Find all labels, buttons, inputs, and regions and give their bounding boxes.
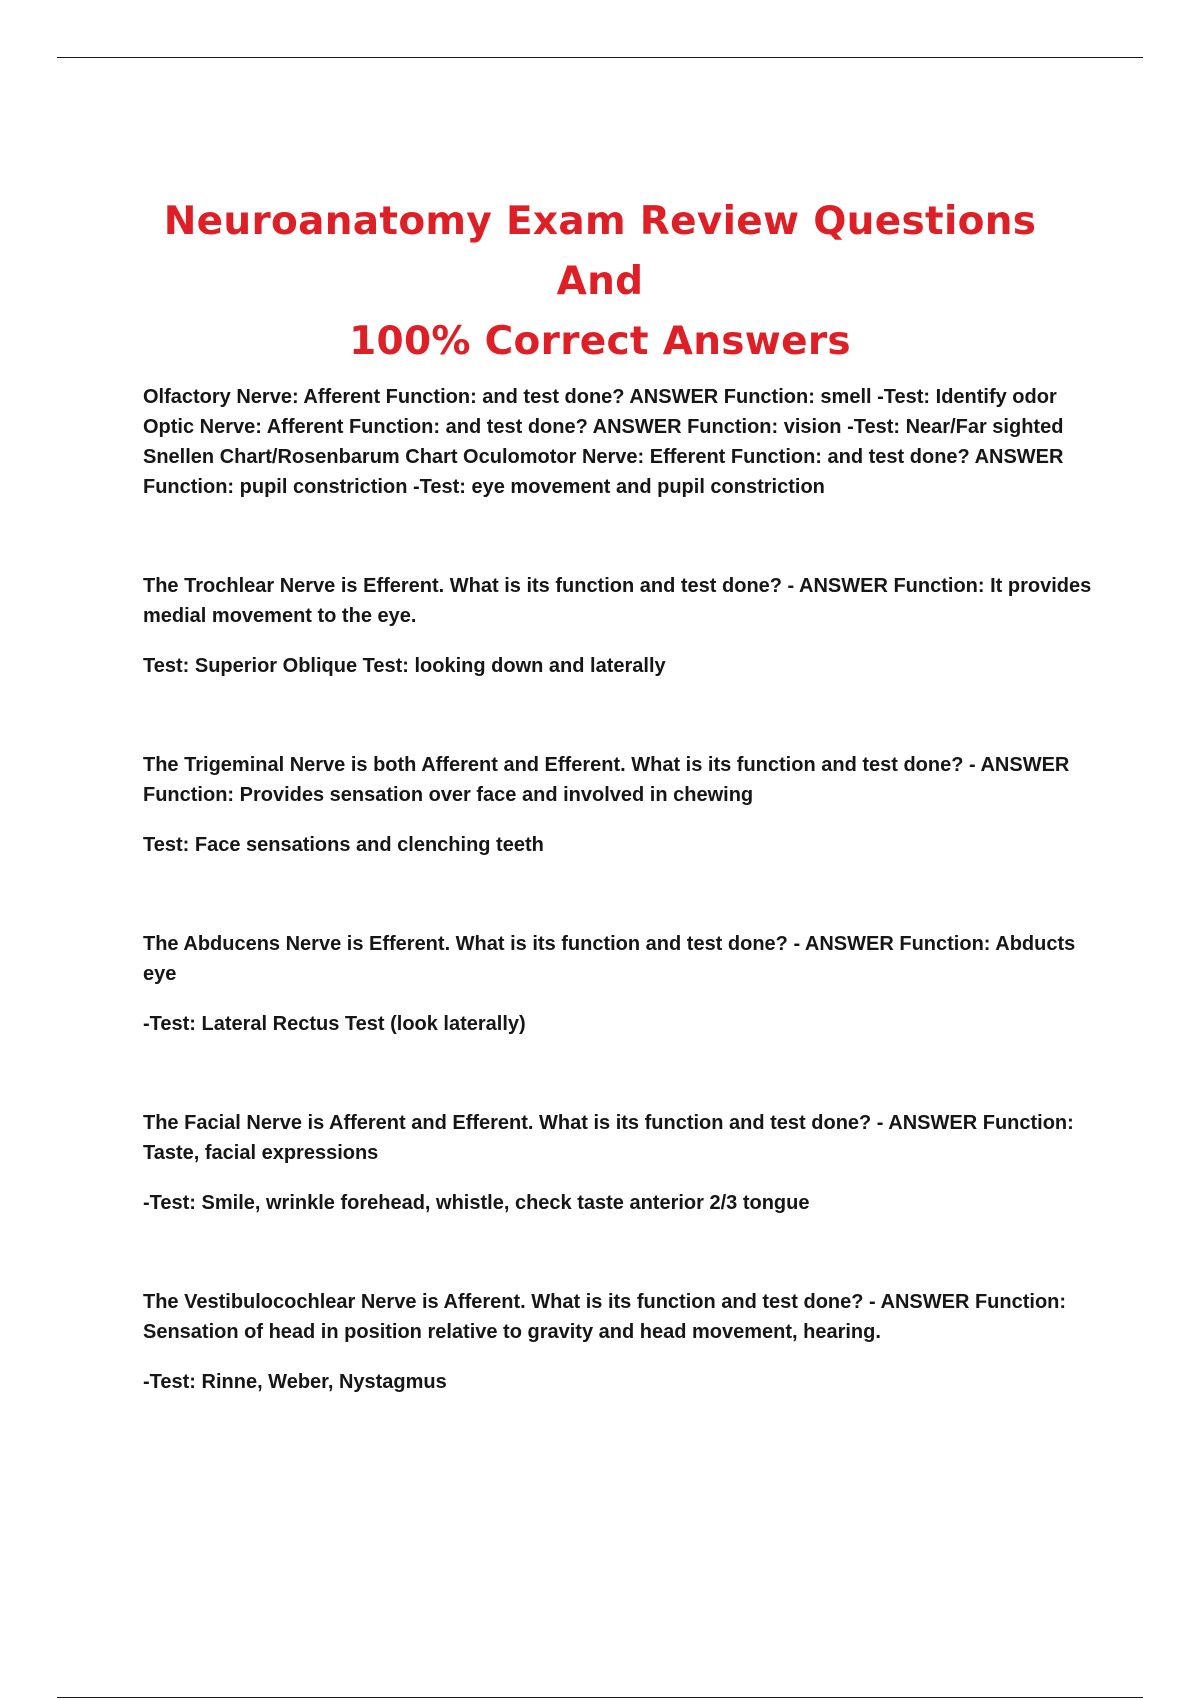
qa-test: Test: Superior Oblique Test: looking down and laterally: [143, 655, 666, 677]
title-line-1: Neuroanatomy Exam Review Questions And: [163, 199, 1037, 304]
bottom-rule: [57, 1697, 1143, 1698]
qa-test: -Test: Smile, wrinkle forehead, whistle, check taste anterior 2/3 tongue: [143, 1192, 810, 1214]
top-rule: [57, 57, 1143, 58]
qa-test: Test: Face sensations and clenching teeth: [143, 834, 544, 856]
qa-block-cranial-1-3: [143, 382, 1098, 502]
qa-block-trochlear: [143, 571, 1098, 681]
qa-block-abducens: [143, 929, 1098, 1039]
qa-block-trigeminal: [143, 750, 1098, 860]
qa-question-answer: The Vestibulocochlear Nerve is Afferent. What is its function and test done? - ANSWER Function: Sensation of head in position relative to gravity and head movement, hearing.: [143, 1291, 1067, 1343]
qa-question-answer: The Trigeminal Nerve is both Afferent and Efferent. What is its function and test done? - ANSWER Function: Provides sensation over face and involved in chewing: [143, 754, 1070, 806]
qa-question-answer: The Trochlear Nerve is Efferent. What is its function and test done? - ANSWER Function: It provides medial movement to the eye.: [143, 575, 1092, 627]
qa-test: -Test: Lateral Rectus Test (look laterally): [143, 1013, 526, 1035]
qa-content: [143, 382, 1098, 1397]
qa-block-vestibulocochlear: [143, 1287, 1098, 1397]
qa-block-facial: [143, 1108, 1098, 1218]
qa-question-answer: The Facial Nerve is Afferent and Efferent. What is its function and test done? - ANSWER Function: Taste, facial expressions: [143, 1112, 1074, 1164]
qa-question-answer: Olfactory Nerve: Afferent Function: and test done? ANSWER Function: smell -Test: Identify odor Optic Nerve: Afferent Function: and test done? ANSWER Function: vision -Test: Near/Far sighted Snellen Chart/Rosenbarum Chart Oculomotor Nerve: Efferent Function: and test done? ANSWER Function: pupil constriction -Test: eye movement and pupil constriction: [143, 386, 1064, 498]
title-line-2: 100% Correct Answers: [349, 319, 851, 364]
document-title: [120, 192, 1080, 372]
qa-test: -Test: Rinne, Weber, Nystagmus: [143, 1371, 447, 1393]
qa-question-answer: The Abducens Nerve is Efferent. What is its function and test done? - ANSWER Function: Abducts eye: [143, 933, 1076, 985]
